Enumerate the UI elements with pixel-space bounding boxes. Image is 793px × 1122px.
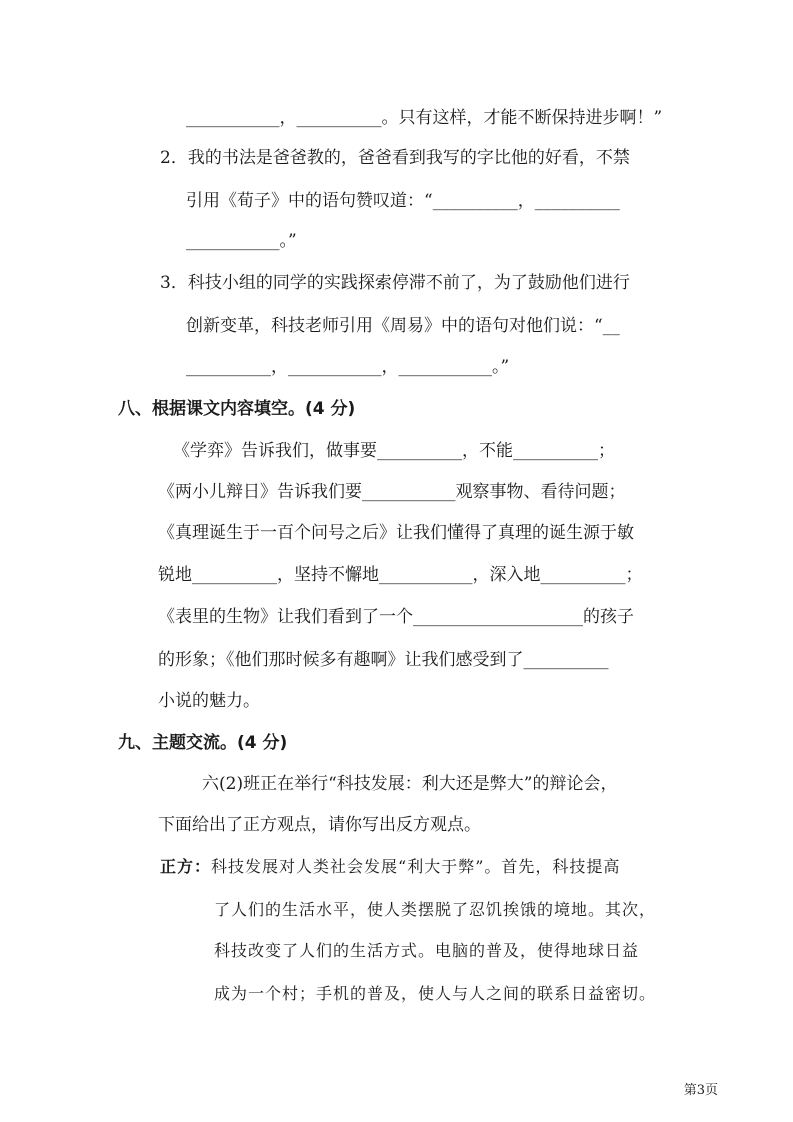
paragraph-line: 六(2)班正在举行“科技发展：利大还是弊大”的辩论会， [202,774,618,794]
question-item-2-line: ___________。” [186,231,297,251]
paragraph-line: 《真理诞生于一百个问号之后》让我们懂得了真理的诞生源于敏 [158,523,634,543]
fill-in-line: ___________，__________。只有这样，才能不断保持进步啊！” [186,108,663,128]
pro-argument-line: 正方：科技发展对人类社会发展“利大于弊”。首先，科技提高 [160,857,621,876]
pro-argument-line: 科技改变了人们的生活方式。电脑的普及，使得地球日益 [214,941,640,960]
pro-argument-line: 了人们的生活水平，使人类摆脱了忍饥挨饿的境地。其次， [214,900,657,919]
pro-label: 正方： [160,857,212,876]
question-item-3-line: __________，___________，___________。” [186,357,510,377]
question-item-2-line: 引用《荀子》中的语句赞叹道：“__________，__________ [186,191,620,211]
paragraph-line: 的形象；《他们那时候多有趣啊》让我们感受到了__________ [158,650,609,670]
section-heading: 九、主题交流。(4 分) [118,733,288,753]
paragraph-line: 《表里的生物》让我们看到了一个____________________的孩子 [158,607,634,627]
paragraph-line: 《学弈》告诉我们，做事要__________，不能__________； [173,441,615,461]
paragraph-line: 下面给出了正方观点，请你写出反方观点。 [158,815,481,835]
question-item-3: 3．科技小组的同学的实践探索停滞不前了，为了鼓励他们进行 [160,273,630,293]
page-number: 第3页 [683,1083,718,1098]
paragraph-line: 《两小儿辩日》告诉我们要___________观察事物、看待问题； [158,482,626,502]
section-heading: 八、根据课文内容填空。(4 分) [118,399,356,419]
question-item-2: 2．我的书法是爸爸教的，爸爸看到我写的字比他的好看，不禁 [160,148,630,168]
pro-argument-line: 成为一个村；手机的普及，使人与人之间的联系日益密切。 [214,984,657,1003]
question-item-3-line: 创新变革，科技老师引用《周易》中的语句对他们说：“__ [186,316,620,336]
paragraph-line: 锐地__________，坚持不懈地___________，深入地__________； [158,565,643,585]
paragraph-line: 小说的魅力。 [158,691,260,711]
